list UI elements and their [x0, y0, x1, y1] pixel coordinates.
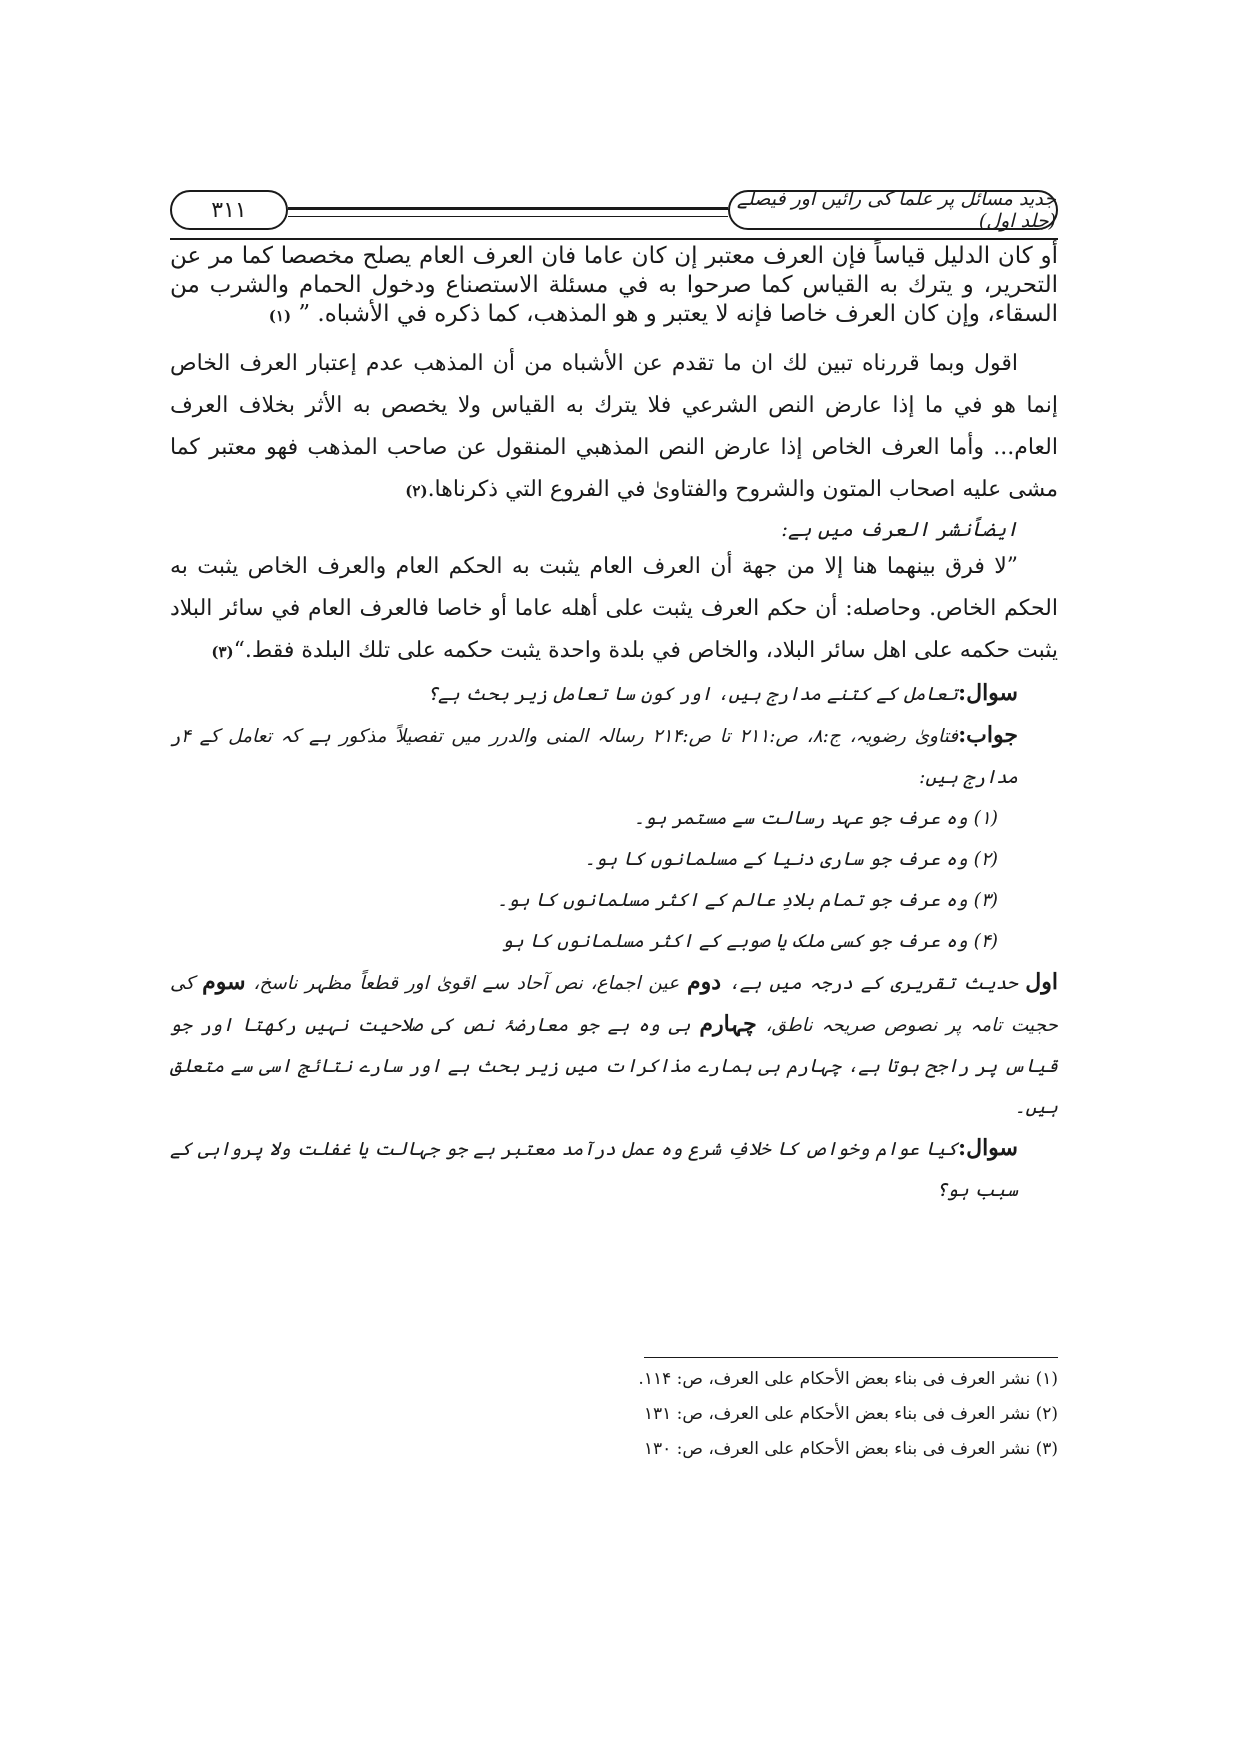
question-label: سوال: — [957, 680, 1018, 706]
answer-text: فتاویٰ رضویہ، ج:۸، ص:۲۱۱ تا ص:۲۱۴ رسالہ المنی والدرر میں تفصیلاً مذکور ہے کہ تعامل کے ۴ر مدارج ہیں: — [170, 726, 1018, 788]
footnote-divider — [644, 1357, 1058, 1358]
main-content — [170, 242, 1058, 1211]
footnote-ref-2: (۲) — [405, 482, 428, 500]
answer-label: جواب: — [958, 722, 1018, 748]
ranking-paragraph — [170, 962, 1058, 1128]
arabic-quote-nashr — [170, 546, 1058, 673]
question-text: تعامل کے کتنے مدارج ہیں، اور کون سا تعامل زیر بحث ہے؟ — [427, 684, 958, 705]
header-rule — [288, 207, 728, 217]
awwal-text: حدیث تقریری کے درجہ میں ہے، — [721, 973, 1026, 994]
doom-text: عین اجماع، نص آحاد سے اقویٰ اور قطعاً مظہر ناسخ، — [245, 973, 687, 994]
page-number: ۳۱۱ — [170, 190, 288, 230]
doom-term: دوم — [686, 969, 722, 995]
level-3: (۳) وہ عرف جو تمام بلادِ عالم کے اکثر مسلمانوں کا ہو۔ — [497, 890, 998, 911]
footnotes — [560, 1362, 1058, 1467]
footnote-ref-3: (۳) — [211, 643, 234, 661]
paragraph-text: اقول وبما قررناه تبين لك ان ما تقدم عن الأشباه من أن المذهب عدم إعتبار العرف الخاص إنما هو في ما إذا عارض النص الشرعي فلا يترك به القياس ولا يخصص به الأثر بخلاف العرف العام... وأما العرف الخاص إذا عارض النص المذهبي المنقول عن صاحب المذهب فهو معتبر كما مشى عليه اصحاب المتون والشروح والفتاویٰ في الفروع التي ذكرناها. — [170, 351, 1058, 502]
header-divider — [170, 238, 1058, 240]
awwal-term: اول — [1025, 969, 1059, 995]
question-label: سوال: — [957, 1135, 1018, 1161]
soom-text: کی حجیت تامہ پر نصوص صریحہ ناطق، — [170, 973, 1058, 1036]
question-1 — [170, 673, 1058, 715]
arabic-paragraph-aqool — [170, 343, 1058, 512]
nashr-label: ایضاًنشر العرف میں ہے: — [781, 517, 1018, 541]
footnote-ref-1: (۱) — [268, 307, 292, 325]
footnote-1: (۱) نشر العرف فی بناء بعض الأحكام على العرف، ص: ۱۱۴. — [638, 1369, 1058, 1389]
level-4: (۴) وہ عرف جو کسی ملک یا صوبے کے اکثر مسلمانوں کا ہو — [501, 931, 998, 952]
quote-text: أو كان الدليل قياساً فإن العرف معتبر إن كان عاما فان العرف العام يصلح مخصصا كما مر عن التحرير، و يترك به القياس كما صرحوا به في مسئلة الاستصناع ودخول الحمام والشرب من السقاء، وإن كان العرف خاصا فإنه لا يعتبر و هو المذهب، كما ذكره في الأشباه. ” — [170, 243, 1058, 327]
arabic-quote-ashbah — [170, 242, 1058, 331]
question-2 — [170, 1128, 1058, 1211]
chaharum-term: چہارم — [699, 1011, 757, 1037]
soom-term: سوم — [202, 969, 246, 995]
question-text: کیا عوام وخواص کا خلافِ شرع وہ عمل درآمد معتبر ہے جو جہالت یا غفلت ولا پرواہی کے سبب ہو؟ — [170, 1139, 1018, 1201]
book-title: جدید مسائل پر علما کی رائیں اور فیصلے (جلد اول) — [728, 190, 1058, 230]
level-1: (۱) وہ عرف جو عہد رسالت سے مستمر ہو۔ — [633, 808, 998, 829]
footnote-3: (۳) نشر العرف فی بناء بعض الأحكام على العرف، ص: ۱۳۰ — [643, 1439, 1058, 1459]
chaharum-text: ہی وہ ہے جو معارضۂ نص کی صلاحیت نہیں رکھتا اور جو قیاس پر راجح ہوتا ہے، چہارم ہی ہمارے مذاکرات میں زیر بحث ہے اور سارے نتائج اسی سے متعلق ہیں۔ — [170, 1015, 1058, 1118]
answer-1 — [170, 715, 1058, 798]
level-2: (۲) وہ عرف جو ساری دنیا کے مسلمانوں کا ہو۔ — [584, 849, 998, 870]
page-header — [170, 190, 1058, 234]
quote-text: ”لا فرق بينهما هنا إلا من جهة أن العرف العام يثبت به الحكم العام والعرف الخاص يثبت به الحكم الخاص. وحاصله: أن حكم العرف يثبت على أهله عاما أو خاصا فالعرف العام في سائر البلاد يثبت حكمه على اهل سائر البلاد، والخاص في بلدة واحدة يثبت حكمه على تلك البلدة فقط.“ — [170, 554, 1058, 663]
footnote-2: (۲) نشر العرف فی بناء بعض الأحكام على العرف، ص: ۱۳۱ — [643, 1404, 1058, 1424]
